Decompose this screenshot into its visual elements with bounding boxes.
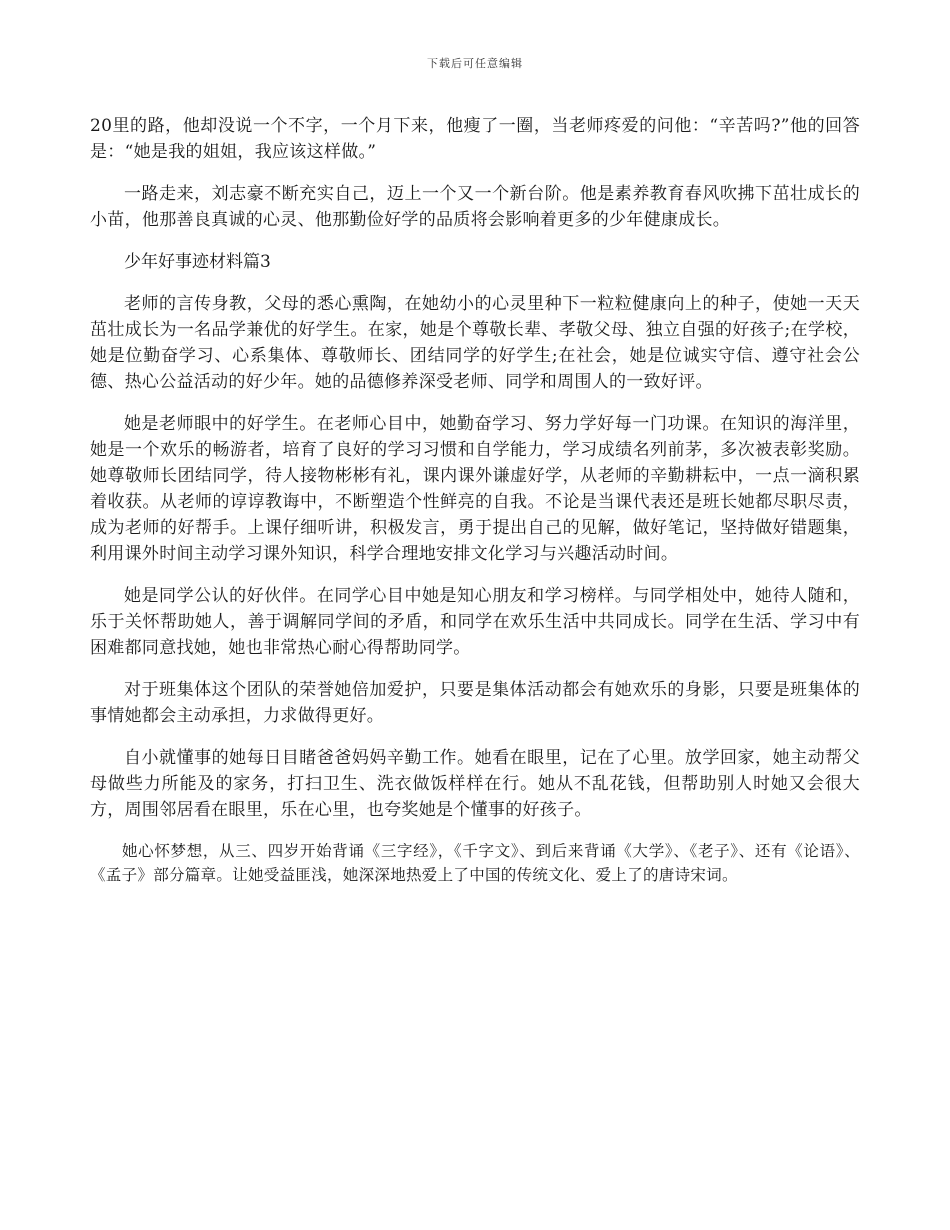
paragraph-1: 20里的路，他却没说一个不字，一个月下来，他瘦了一圈，当老师疼爱的问他：“辛苦吗?”他的回答是：“她是我的姐姐，我应该这样做。” — [90, 116, 860, 162]
page-header: 下载后可任意编辑 — [427, 57, 523, 70]
paragraph-7: 自小就懂事的她每日目睹爸爸妈妈辛勤工作。她看在眼里，记在了心里。放学回家，她主动帮父母做些力所能及的家务，打扫卫生、洗衣做饭样样在行。她从不乱花钱，但帮助别人时她又会很大方，周围邻居看在眼里，乐在心里，也夸奖她是个懂事的好孩子。 — [90, 748, 860, 820]
document-body — [90, 113, 860, 887]
paragraph-8: 她心怀梦想，从三、四岁开始背诵《三字经》，《千字文》、到后来背诵《大学》、《老子》、还有《论语》、《孟子》部分篇章。让她受益匪浅，她深深地热爱上了中国的传统文化、爱上了的唐诗宋词。 — [90, 842, 860, 884]
paragraph-2: 一路走来，刘志豪不断充实自己，迈上一个又一个新台阶。他是素养教育春风吹拂下茁壮成长的小苗，他那善良真诚的心灵、他那勤俭好学的品质将会影响着更多的少年健康成长。 — [90, 184, 860, 230]
paragraph-6: 对于班集体这个团队的荣誉她倍加爱护，只要是集体活动都会有她欢乐的身影，只要是班集体的事情她都会主动承担，力求做得更好。 — [90, 680, 860, 726]
paragraph-3: 老师的言传身教，父母的悉心熏陶，在她幼小的心灵里种下一粒粒健康向上的种子，使她一天天茁壮成长为一名品学兼优的好学生。在家，她是个尊敬长辈、孝敬父母、独立自强的好孩子;在学校，她是位勤奋学习、心系集体、尊敬师长、团结同学的好学生;在社会，她是位诚实守信、遵守社会公德、热心公益活动的好少年。她的品德修养深受老师、同学和周围人的一致好评。 — [90, 294, 860, 392]
paragraph-4: 她是老师眼中的好学生。在老师心目中，她勤奋学习、努力学好每一门功课。在知识的海洋里，她是一个欢乐的畅游者，培育了良好的学习习惯和自学能力，学习成绩名列前茅，多次被表彰奖励。她尊敬师长团结同学，待人接物彬彬有礼，课内课外谦虚好学，从老师的辛勤耕耘中，一点一滴积累着收获。从老师的谆谆教诲中，不断塑造个性鲜亮的自我。不论是当课代表还是班长她都尽职尽责，成为老师的好帮手。上课仔细听讲，积极发言，勇于提出自己的见解，做好笔记，坚持做好错题集，利用课外时间主动学习课外知识，科学合理地安排文化学习与兴趣活动时间。 — [90, 414, 860, 564]
paragraph-5: 她是同学公认的好伙伴。在同学心目中她是知心朋友和学习榜样。与同学相处中，她待人随和，乐于关怀帮助她人，善于调解同学间的矛盾，和同学在欢乐生活中共同成长。同学在生活、学习中有困难都同意找她，她也非常热心耐心得帮助同学。 — [90, 586, 860, 658]
section-title: 少年好事迹材料篇3 — [124, 252, 271, 272]
